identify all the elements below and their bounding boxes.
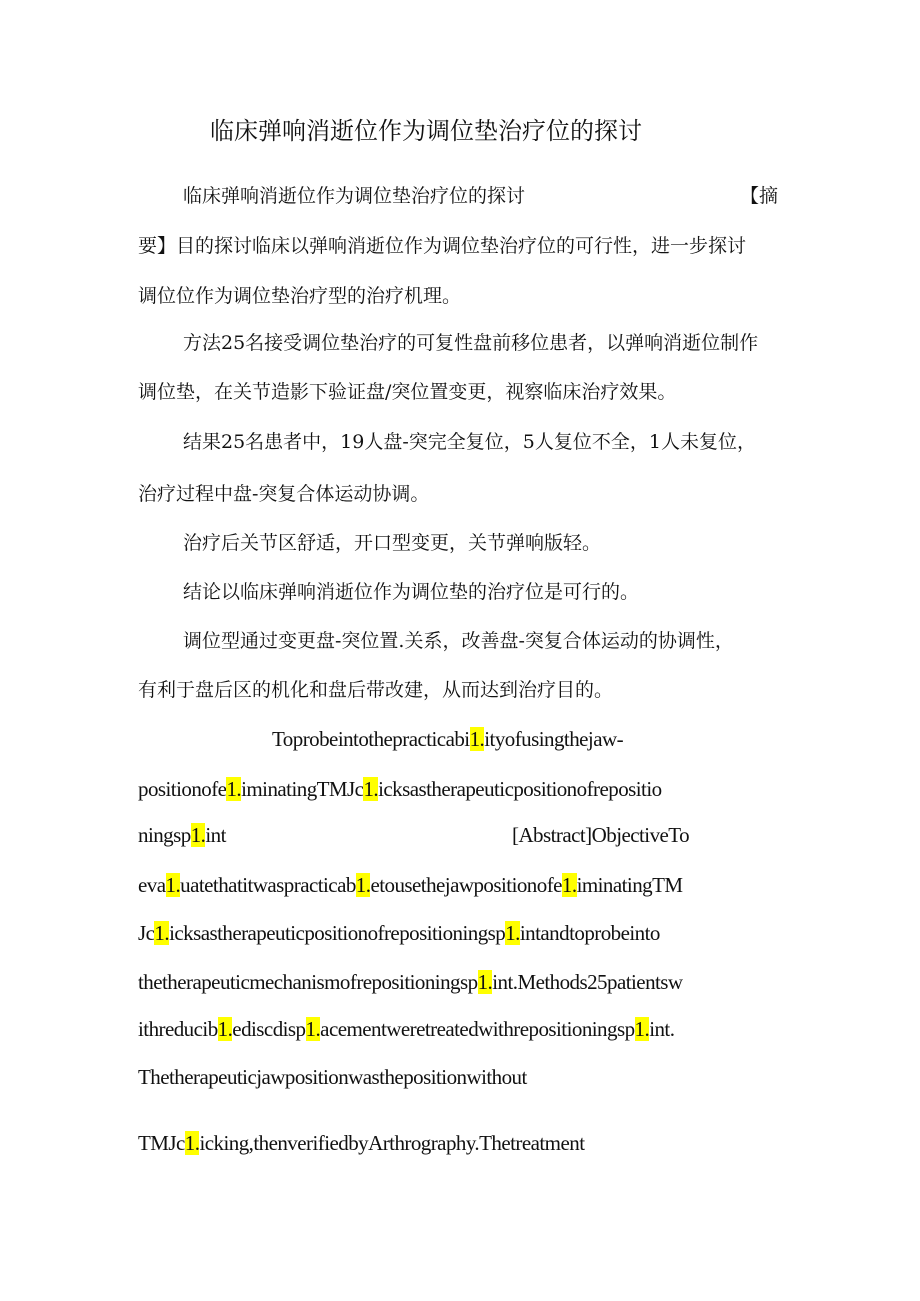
abstract-heading-en: [Abstract]ObjectiveTo [512,823,690,847]
highlight-mark: 1. [634,1017,650,1041]
abstract-line: 要】目的探讨临床以弹响消逝位作为调位垫治疗位的可行性，进一步探讨 [138,235,747,257]
conclusion: 结论以临床弹响消逝位作为调位垫的治疗位是可行的。 [183,581,640,603]
english-line [138,970,683,994]
english-line: Thetherapeuticjawpositionwasthepositionwithout [138,1065,527,1089]
highlight-mark: 1. [217,1017,233,1041]
text-segment: intandtoprobeinto [519,921,660,945]
highlight-mark: 1. [165,873,181,897]
results-line: 结果25名患者中，19人盘-突完全复位，5人复位不全，1人未复位， [183,431,756,453]
highlight-mark: 1. [226,777,242,801]
highlight-mark: 1. [363,777,379,801]
english-line [138,921,660,945]
text-segment: thetherapeuticmechanismofrepositioningsp [138,970,478,994]
abstract-bracket: 【摘 [740,185,779,207]
text-segment: ityofusingthejaw- [484,727,624,751]
highlight-mark: 1. [305,1017,321,1041]
abstract-lead: 临床弹响消逝位作为调位垫治疗位的探讨 [183,185,526,207]
text-segment: ediscdisp [232,1017,306,1041]
text-segment: Toprobeintothepracticabi [272,727,470,751]
text-segment: int.Methods25patientsw [492,970,683,994]
results-line: 治疗过程中盘-突复合体运动协调。 [138,483,430,505]
text-segment: iminatingTMJc [241,777,364,801]
highlight-mark: 1. [154,921,170,945]
text-segment: icksastherapeuticpositionofrepositioningsp [169,921,506,945]
highlight-mark: 1. [477,970,493,994]
english-line [138,1131,584,1155]
page-title: 临床弹响消逝位作为调位垫治疗位的探讨 [210,117,642,145]
highlight-mark: 1. [190,823,206,847]
highlight-mark: 1. [561,873,577,897]
text-segment: eva [138,873,166,897]
text-segment: etousethejawpositionofe [370,873,562,897]
english-line [138,873,683,897]
highlight-mark: 1. [355,873,371,897]
text-segment: uatethatitwaspracticab [180,873,356,897]
text-segment: icking,thenverifiedbyArthrography.Thetreatment [199,1131,585,1155]
results-detail: 治疗后关节区舒适，开口型变更，关节弹响版轻。 [183,532,602,554]
text-segment: int. [649,1017,675,1041]
text-segment: acementweretreatedwithrepositioningsp [320,1017,635,1041]
text-segment: Jc [138,921,155,945]
abstract-line: 调位位作为调位垫治疗型的治疗机理。 [138,285,462,307]
text-segment: TMJc [138,1131,185,1155]
text-segment: positionofe [138,777,227,801]
english-line [138,777,662,801]
methods-line: 方法25名接受调位垫治疗的可复性盘前移位患者，以弹响消逝位制作 [183,332,759,354]
highlight-mark: 1. [469,727,485,751]
english-line [272,727,623,751]
text-segment: iminatingTM [576,873,683,897]
english-line [138,1017,674,1041]
conclusion-line: 调位型通过变更盘-突位置.关系，改善盘-突复合体运动的协调性， [183,630,734,652]
methods-line: 调位垫，在关节造影下验证盘/突位置变更，视察临床治疗效果。 [138,381,677,403]
english-line [138,823,226,847]
text-segment: ithreducib [138,1017,218,1041]
highlight-mark: 1. [505,921,520,945]
text-segment: ningsp [138,823,191,847]
highlight-mark: 1. [184,1131,200,1155]
text-segment: int [205,823,226,847]
text-segment: icksastherapeuticpositionofrepositio [378,777,662,801]
conclusion-line: 有利于盘后区的机化和盘后带改建，从而达到治疗目的。 [138,679,614,701]
